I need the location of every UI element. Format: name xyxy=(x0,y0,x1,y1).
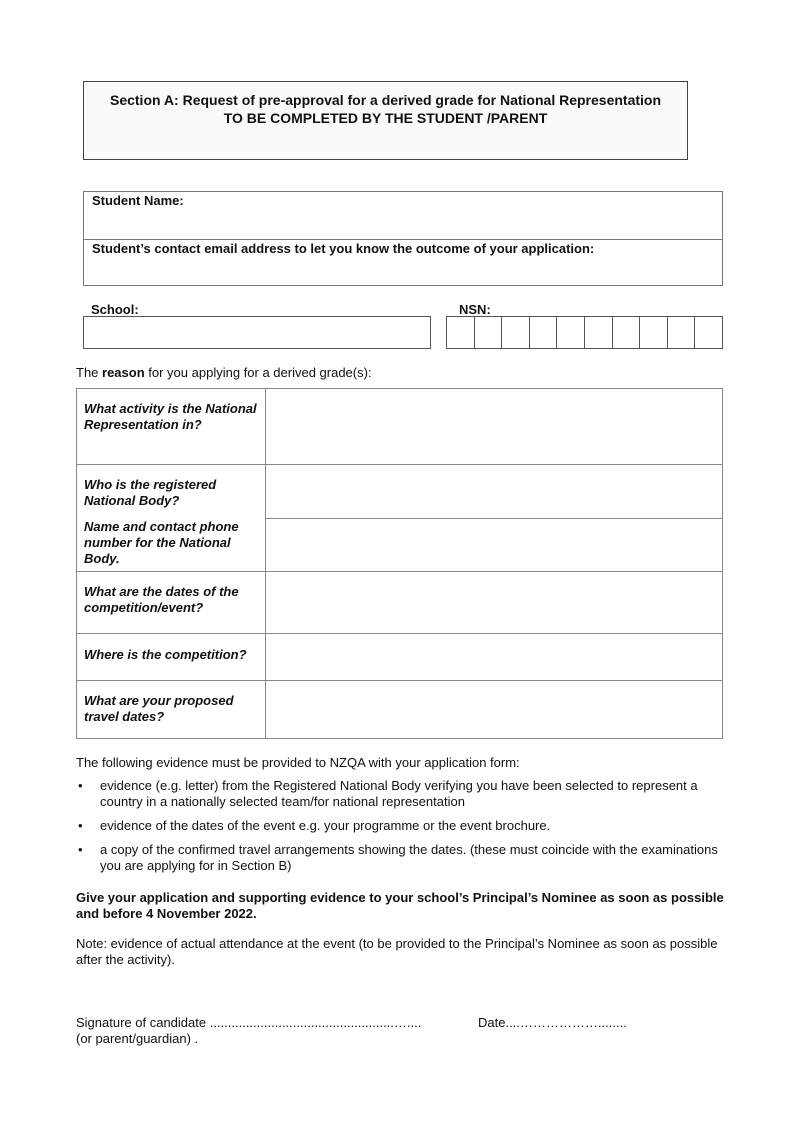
evidence-list xyxy=(76,778,726,882)
question-cell xyxy=(77,572,266,633)
answer-location-field[interactable] xyxy=(266,634,722,680)
evidence-item-text: a copy of the confirmed travel arrangements showing the dates. (these must coincide with the examinations you are applying for in Section B) xyxy=(100,842,718,873)
answer-national-body-field[interactable] xyxy=(266,465,722,518)
nsn-digit-box[interactable] xyxy=(557,317,585,348)
answer-event-dates-field[interactable] xyxy=(266,572,722,633)
student-email-field[interactable] xyxy=(84,239,722,286)
reason-intro-suffix: for you applying for a derived grade(s): xyxy=(144,365,372,380)
nsn-digit-box[interactable] xyxy=(585,317,613,348)
table-row xyxy=(77,680,722,738)
bullet-icon: • xyxy=(78,818,83,833)
question-cell xyxy=(77,634,266,680)
reason-intro-prefix: The xyxy=(76,365,103,380)
question-cell xyxy=(77,681,266,738)
nsn-digit-box[interactable] xyxy=(668,317,696,348)
answer-national-body-contact-field[interactable] xyxy=(266,519,722,571)
reason-intro-bold: reason xyxy=(102,365,145,380)
reason-intro xyxy=(76,365,372,380)
nsn-digit-box[interactable] xyxy=(475,317,503,348)
nsn-digit-box[interactable] xyxy=(447,317,475,348)
signature-block xyxy=(76,1015,421,1047)
nsn-digit-box[interactable] xyxy=(640,317,668,348)
school-label: School: xyxy=(91,302,139,317)
reason-table xyxy=(76,388,723,739)
evidence-item-text: evidence (e.g. letter) from the Registered National Body verifying you have been selected to represent a country in a nationally selected team/for national representation xyxy=(100,778,698,809)
student-name-label: Student Name: xyxy=(92,193,184,208)
question-activity: What activity is the National Representation in? xyxy=(84,401,257,432)
bullet-icon: • xyxy=(78,842,83,857)
question-national-body: Who is the registered National Body? xyxy=(84,477,217,508)
deadline-text: Give your application and supporting evidence to your school’s Principal’s Nominee as soon as possible and before 4 November 2022. xyxy=(76,890,724,921)
nsn-digit-box[interactable] xyxy=(502,317,530,348)
question-cell xyxy=(77,465,266,571)
answer-national-body-group xyxy=(266,465,722,571)
nsn-input-group xyxy=(446,316,723,349)
list-item xyxy=(76,818,726,834)
answer-activity-field[interactable] xyxy=(266,389,722,464)
school-field[interactable] xyxy=(83,316,431,349)
nsn-digit-box[interactable] xyxy=(530,317,558,348)
student-info-box xyxy=(83,191,723,286)
section-title: Section A: Request of pre-approval for a derived grade for National Representation xyxy=(109,92,662,108)
table-row xyxy=(77,389,722,464)
table-row xyxy=(77,571,722,633)
question-location: Where is the competition? xyxy=(84,647,247,662)
nsn-digit-box[interactable] xyxy=(695,317,723,348)
question-event-dates: What are the dates of the competition/event? xyxy=(84,584,239,615)
question-travel-dates: What are your proposed travel dates? xyxy=(84,693,234,724)
student-email-label: Student’s contact email address to let you know the outcome of your application: xyxy=(92,241,595,256)
answer-travel-dates-field[interactable] xyxy=(266,681,722,738)
signature-sub-label: (or parent/guardian) . xyxy=(76,1031,199,1046)
evidence-intro: The following evidence must be provided to NZQA with your application form: xyxy=(76,755,520,770)
student-name-field[interactable] xyxy=(84,192,722,239)
nsn-label: NSN: xyxy=(459,302,491,317)
list-item xyxy=(76,778,726,810)
table-row xyxy=(77,633,722,680)
table-row xyxy=(77,464,722,571)
bullet-icon: • xyxy=(78,778,83,793)
question-cell xyxy=(77,389,266,464)
date-line[interactable]: Date....………………........ xyxy=(478,1015,627,1030)
note-text: Note: evidence of actual attendance at the event (to be provided to the Principal’s Nominee as soon as possible after the activity). xyxy=(76,936,718,967)
signature-line[interactable]: Signature of candidate ...................................................….... xyxy=(76,1015,422,1030)
question-national-body-contact: Name and contact phone number for the National Body. xyxy=(84,519,239,566)
evidence-item-text: evidence of the dates of the event e.g. your programme or the event brochure. xyxy=(100,818,551,833)
list-item xyxy=(76,842,726,874)
section-header-box xyxy=(83,81,688,160)
section-subtitle: TO BE COMPLETED BY THE STUDENT /PARENT xyxy=(223,110,548,126)
nsn-digit-box[interactable] xyxy=(613,317,641,348)
